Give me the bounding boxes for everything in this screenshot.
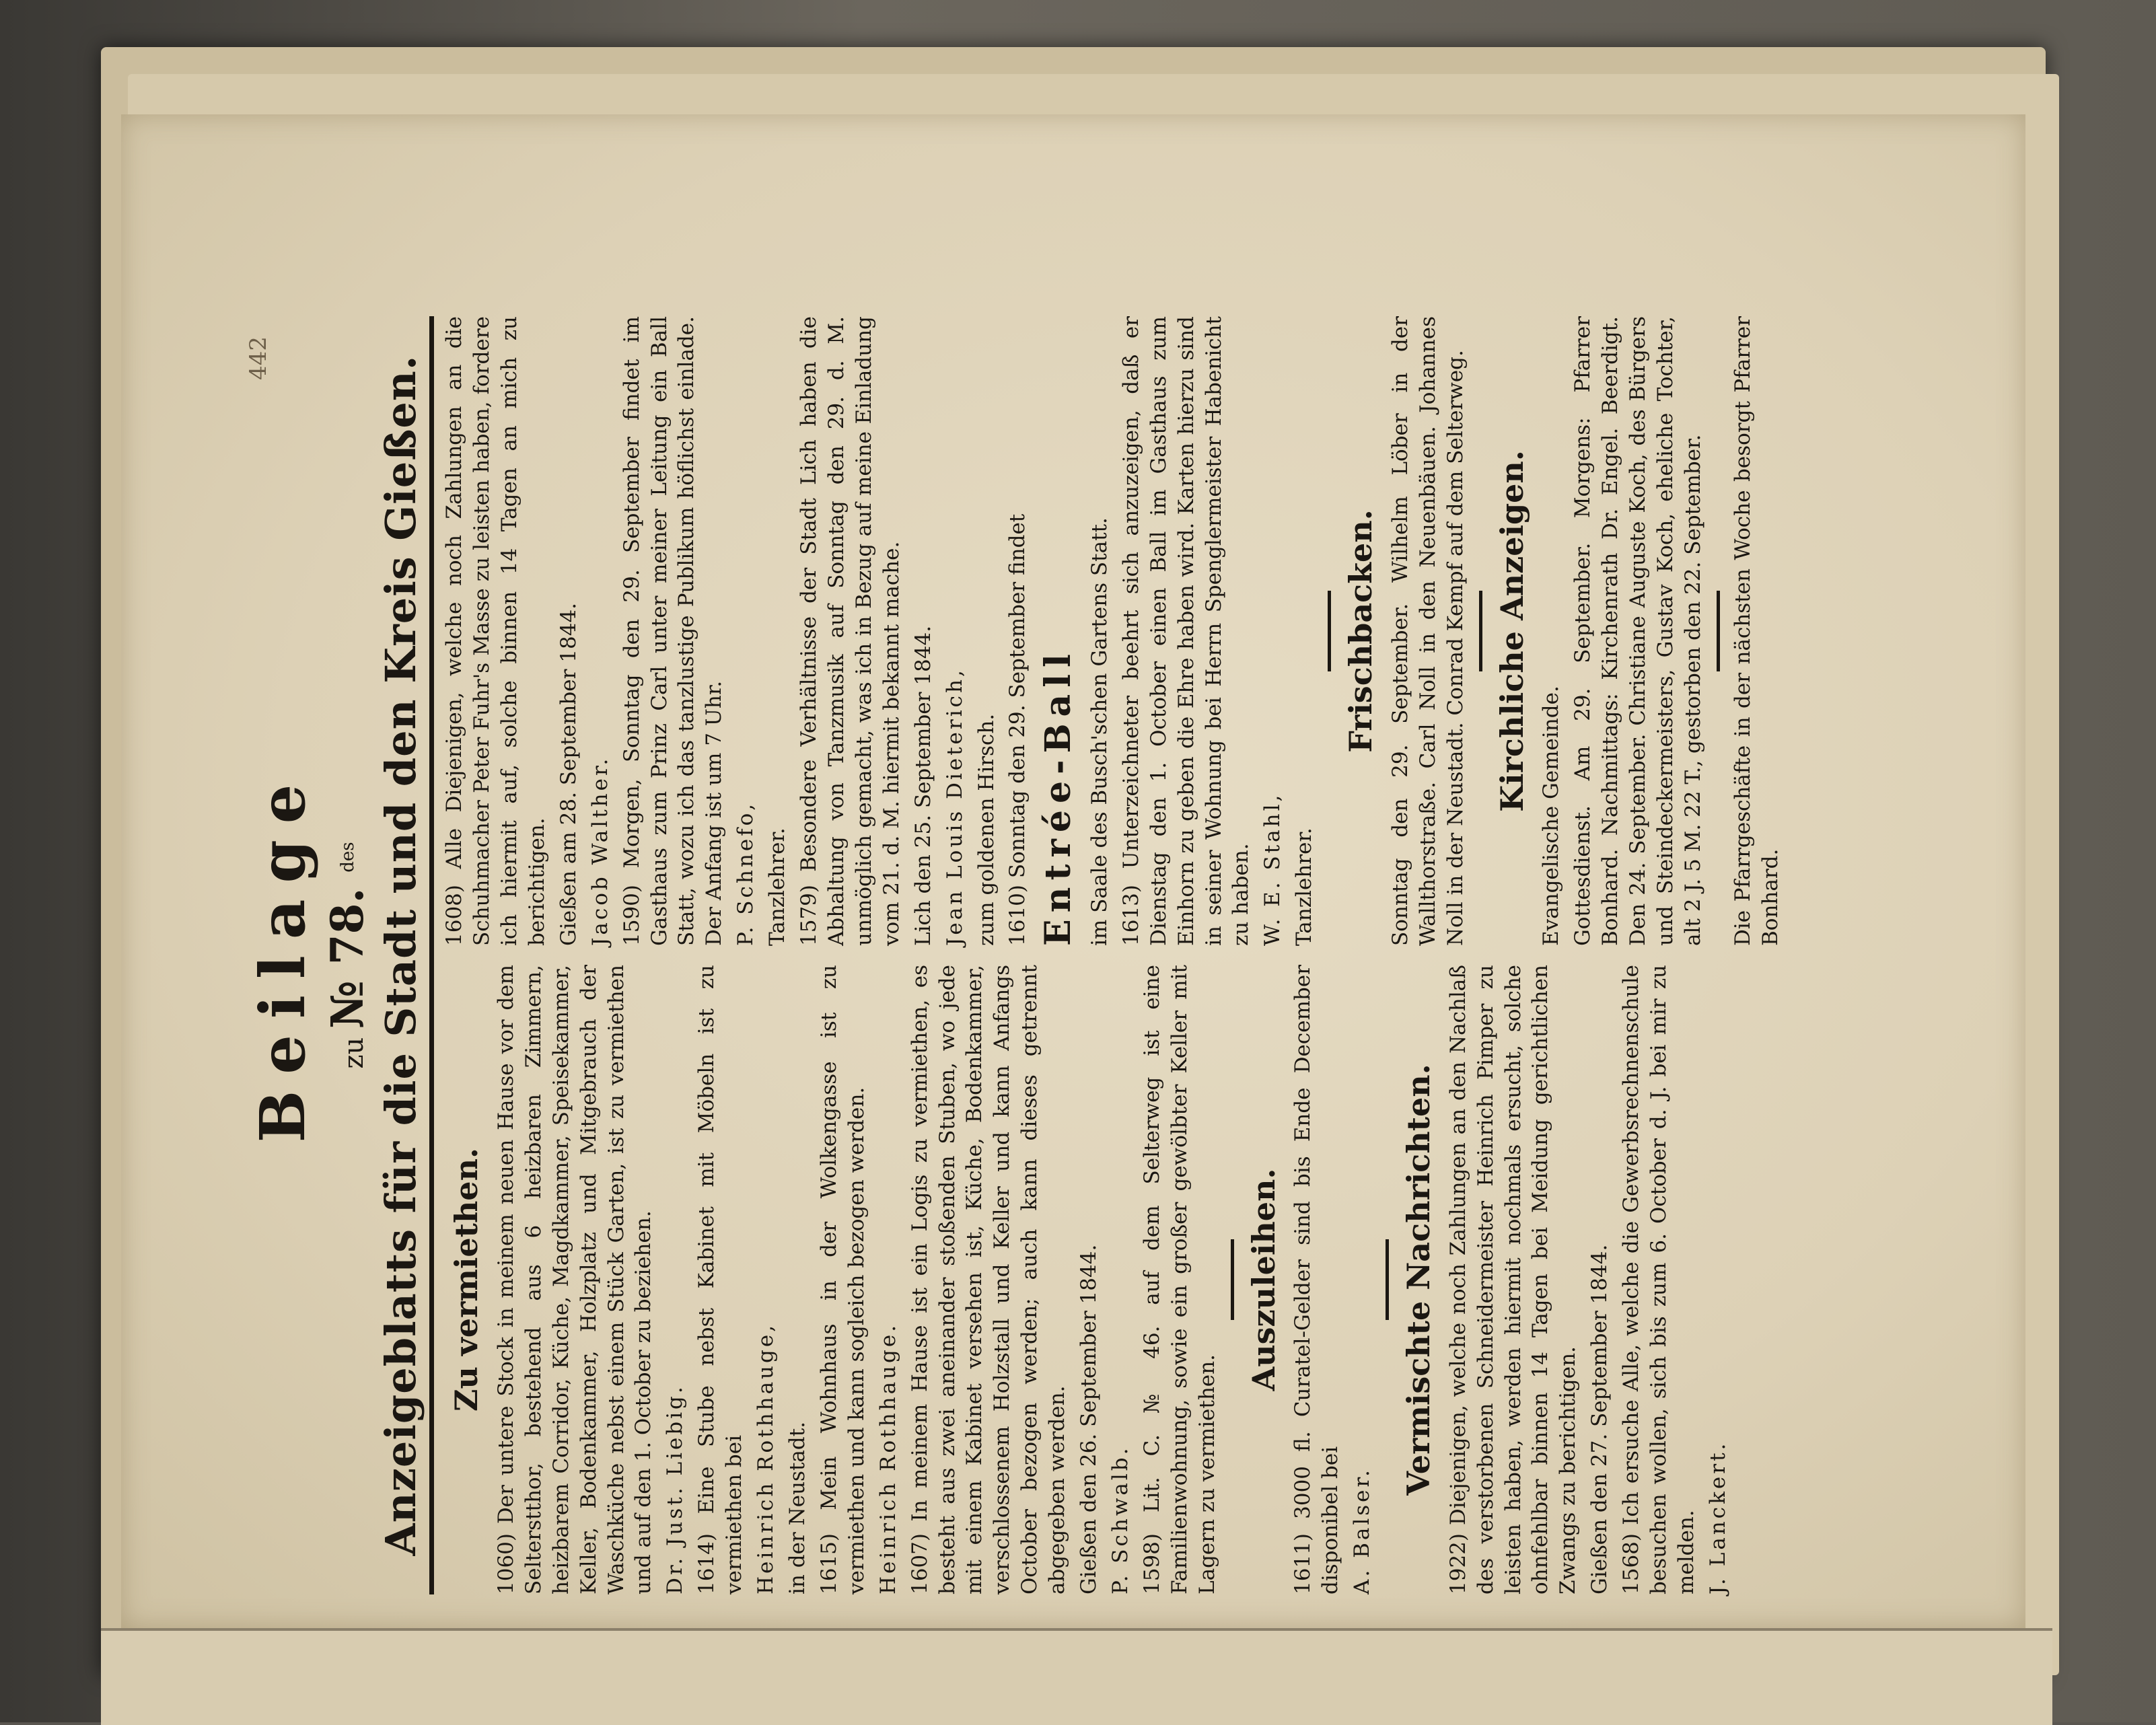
ad-text: 1610) Sonntag den 29. September findet	[1005, 513, 1030, 946]
ad-signature: Heinrich Rothhauge,	[754, 1322, 779, 1594]
ad-signature: Jean Louis Dieterich,	[942, 667, 967, 946]
separator	[1231, 1239, 1234, 1320]
right-column	[441, 316, 1788, 946]
ad-text: 1579) Besondere Verhältnisse der Stadt Lich haben die Abhaltung von Tanzmusik auf Sonntag den 29. d. M. unmöglich gemacht, was ich in Bezug auf meine Einladung vom 21. d. M. hiermit bekannt mache.	[797, 316, 904, 946]
zu-label: zu	[338, 1037, 370, 1069]
ad-text: Die Pfarrgeschäfte in der nächsten Woche besorgt Pfarrer Bonhard.	[1730, 316, 1783, 946]
ad-text: im Saale des Busch'schen Gartens Statt.	[1087, 517, 1112, 946]
left-column	[441, 965, 1788, 1594]
ad-date: Gießen den 27. September 1844.	[1587, 1244, 1612, 1594]
separator	[1386, 1239, 1389, 1320]
ad-text: 1611) 3000 fl. Curatel-Gelder sind bis Ende December disponibel bei	[1291, 965, 1343, 1594]
ad-signature-line2: Tanzlehrer.	[765, 828, 790, 946]
separator	[1328, 591, 1331, 671]
newspaper-sheet	[245, 316, 1864, 1594]
ad-signature: Jacob Walther.	[587, 756, 612, 946]
ad-signature: W. E. Stahl,	[1260, 792, 1285, 946]
ad-signature-line2: zum goldenen Hirsch.	[974, 713, 999, 946]
ad-text: 1614) Eine Stube nebst Kabinet mit Möbeln ist zu vermiethen bei	[694, 965, 747, 1594]
ad-signature: A. Balser.	[1350, 1467, 1375, 1594]
ad-text: 1607) In meinem Hause ist ein Logis zu vermiethen, es besteht aus zwei aneinander stoßenden Stuben, wo jede mit einem Kabinet versehen ist, Küche, Bodenkammer, verschlossenem Holzstall und Keller und kann Anfangs October bezogen werden; auch kann dieses getrennt abgegeben werden.	[907, 965, 1070, 1594]
ad-text: 1608) Alle Diejenigen, welche noch Zahlungen an die Schuhmacher Peter Fuhr's Masse zu leisten haben, fordere ich hiermit auf, solche binnen 14 Tagen an mich zu berichtigen.	[442, 316, 549, 946]
title-rule	[429, 316, 434, 1594]
des-label: des	[337, 842, 358, 873]
page-title: Anzeigeblatts für die Stadt und den Kreis Gießen.	[376, 355, 426, 1556]
ad-text: 1598) Lit. C. № 46. auf dem Selterweg ist eine Familienwohnung, sowie ein großer gewölbter Keller mit Lagern zu vermiethen.	[1139, 965, 1219, 1594]
ad-signature: J. Lanckert.	[1705, 1440, 1730, 1594]
ad-text: 1922) Diejenigen, welche noch Zahlungen an den Nachlaß des verstorbenen Schneidermeister Heinrich Pimper zu leisten haben, werden hiermit nochmals ersucht, solche ohnfehlbar binnen 14 Tagen bei Meidung gerichtlichen Zwangs zu berichtigen.	[1445, 965, 1581, 1594]
section-heading: Zu vermiethen.	[448, 1147, 485, 1412]
page-number: 442	[245, 336, 272, 380]
ad-signature-line2: in der Neustadt.	[785, 1421, 810, 1594]
ad-date: Lich den 25. September 1844.	[910, 625, 935, 946]
masthead	[246, 316, 426, 1594]
separator	[1717, 591, 1720, 671]
ad-text: 1568) Ich ersuche Alle, welche die Gewerbsrechnenschule besuchen wollen, sich bis zum 6. October d. J. bei mir zu melden.	[1619, 965, 1698, 1594]
ad-signature: Dr. Just. Liebig.	[663, 1384, 688, 1594]
ad-signature: P. Schnefo,	[733, 801, 758, 946]
columns	[441, 316, 1788, 1594]
ad-text: Gottesdienst. Am 29. September. Morgens: Pfarrer Bonhard. Nachmittags: Kirchenrath Dr. Engel. Beerdigt. Den 24. September. Christiane Auguste Koch, des Bürgers und Steindeckermeisters, Gustav Koch, eheliche Tochter, alt 2 J. 5 M. 22 T., gestorben den 22. September.	[1571, 316, 1705, 946]
ad-text: 1613) Unterzeichneter beehrt sich anzuzeigen, daß er Dienstag den 1. October einen Ball im Gasthaus zum Einhorn zu geben die Ehre haben wird. Karten hierzu sind in seiner Wohnung bei Herrn Spenglermeister Habenicht zu haben.	[1118, 316, 1254, 946]
subsection-heading: Evangelische Gemeinde.	[1539, 686, 1564, 946]
ad-signature: Heinrich Rothhauge.	[875, 1322, 900, 1594]
section-heading: Vermischte Nachrichten.	[1400, 1064, 1437, 1496]
book-page	[121, 114, 2025, 1628]
separator	[1479, 591, 1482, 671]
ad-text: 1615) Mein Wohnhaus in der Wolkengasse ist zu vermiethen und kann sogleich bezogen werden.	[816, 965, 869, 1594]
ad-date: Gießen den 26. September 1844.	[1077, 1244, 1102, 1594]
ad-text: Sonntag den 29. September. Wilhelm Löber in der Wallthorstraße. Carl Noll in den Neuenbäuen. Johannes Noll in der Neustadt. Conrad Kempf auf dem Selterweg.	[1388, 316, 1468, 946]
ad-signature-line2: Tanzlehrer.	[1292, 828, 1317, 946]
ad-text: 1060) Der untere Stock in meinem neuen Hause vor dem Selterstthor, bestehend aus 6 heizbaren Zimmern, heizbarem Corridor, Küche, Magdkammer, Speisekammer, Keller, Bodenkammer, Holzplatz und Mitgebrauch der Waschküche nebst einem Stück Garten, ist zu vermiethen und auf den 1. October zu beziehen.	[493, 965, 656, 1594]
ad-date: Gießen am 28. September 1844.	[556, 602, 581, 946]
section-heading: Frischbacken.	[1342, 509, 1379, 753]
section-heading: Kirchliche Anzeigen.	[1493, 450, 1530, 812]
beilage-title: Beilage	[246, 768, 319, 1143]
issue-number: № 78.	[321, 887, 374, 1029]
section-heading: Auszuleihen.	[1245, 1168, 1282, 1391]
ad-text: 1590) Morgen, Sonntag den 29. September findet im Gasthaus zum Prinz Carl unter meiner Leitung ein Ball Statt, wozu ich das tanzlustige Publikum höflichst einlade. Der Anfang ist um 7 Uhr.	[619, 316, 727, 946]
ball-heading: Entrée-Ball	[1038, 647, 1079, 946]
issue-number-line	[321, 316, 373, 1594]
ad-signature: P. Schwalb.	[1108, 1445, 1133, 1594]
facing-page	[101, 1628, 2052, 1725]
